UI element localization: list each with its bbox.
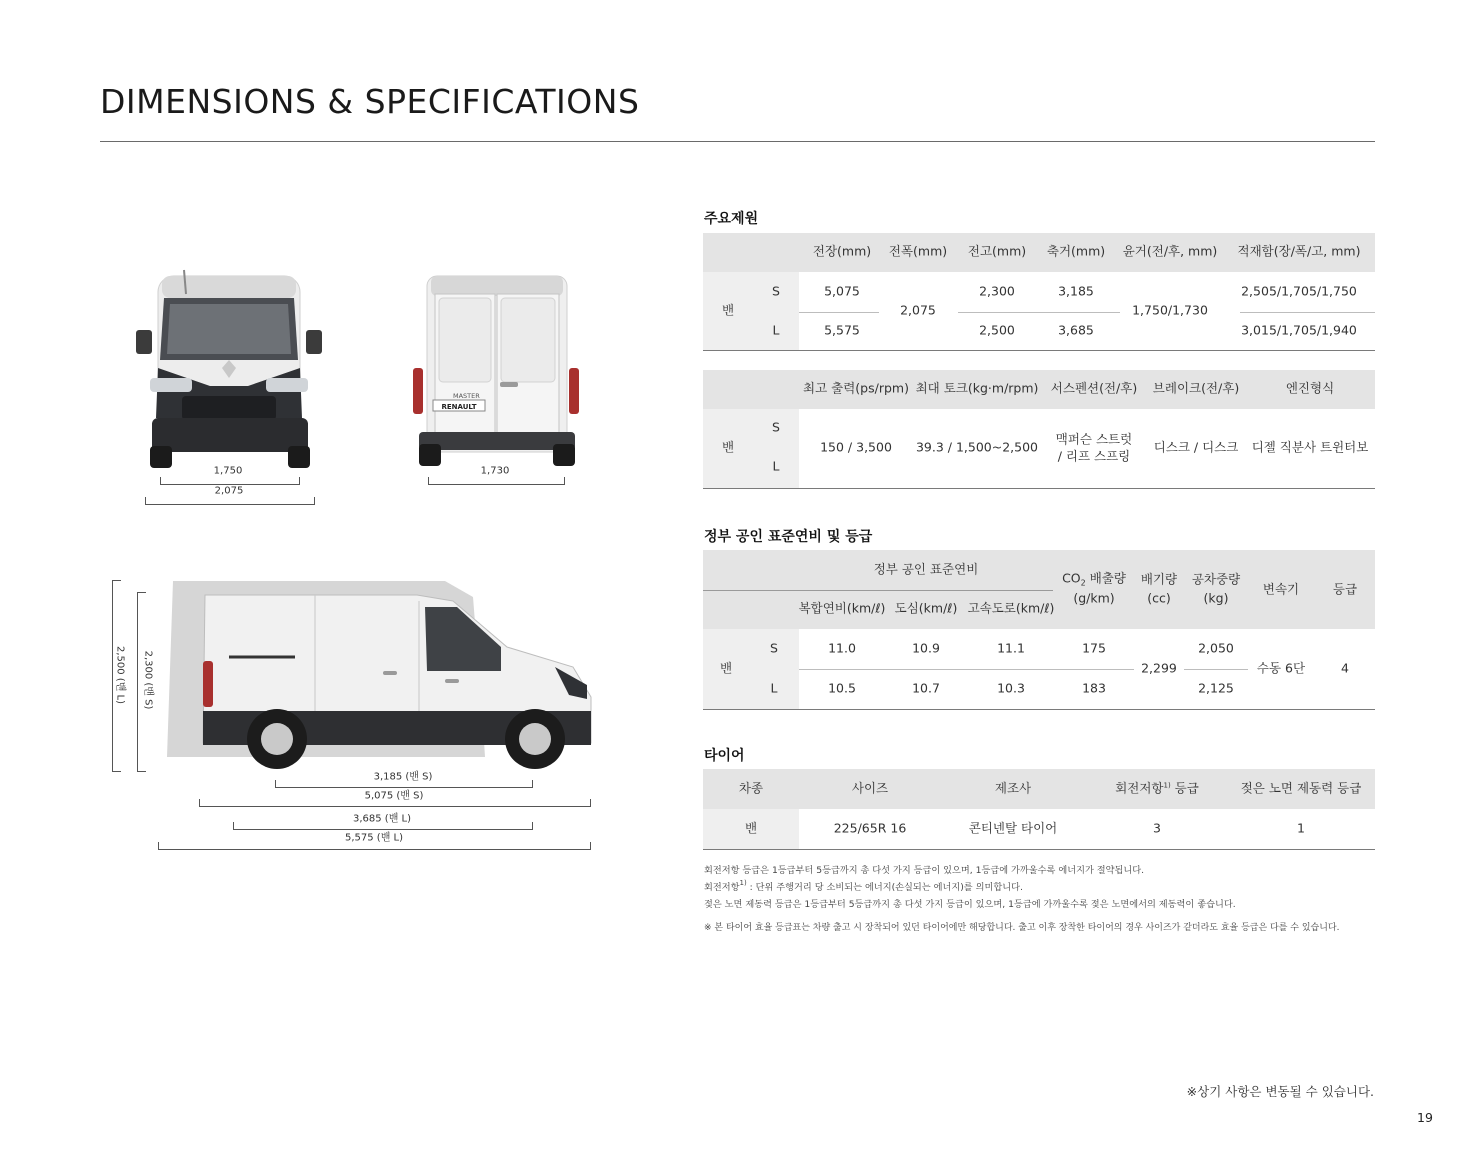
van-front-view	[130, 268, 330, 478]
col-manufacturer: 제조사	[994, 780, 1032, 796]
power-value: 150 / 3,500	[820, 439, 892, 455]
col-suspension: 서스펜션(전/후)	[1050, 380, 1138, 396]
brake-value: 디스크 / 디스크	[1153, 439, 1239, 455]
height-l-label: 2,500 (밴 L)	[114, 645, 126, 705]
tire-section-title: 타이어	[704, 748, 745, 764]
row-group-van: 밴	[719, 660, 733, 676]
grade-shared: 4	[1341, 660, 1349, 676]
page-number: 19	[1417, 1110, 1433, 1125]
variant-l: L	[770, 680, 778, 696]
variant-s: S	[772, 283, 780, 299]
suspension-value-rear: / 리프 스프링	[1057, 448, 1131, 464]
tire-wet-grade: 1	[1297, 820, 1305, 836]
length-l-dimension	[158, 842, 591, 850]
col-brake: 브레이크(전/후)	[1152, 380, 1240, 396]
col-displacement-unit: (cc)	[1147, 590, 1171, 606]
weight-s: 2,050	[1198, 640, 1234, 656]
wheelbase-s-label: 3,185 (밴 S)	[373, 771, 433, 783]
tire-note-2: 회전저항$^{1)}$ : 단위 주행거리 당 소비되는 에너지(손실되는 에너지)를 의미합니다.	[704, 879, 1023, 893]
height-l: 2,500	[979, 322, 1015, 338]
col-grade: 등급	[1332, 581, 1358, 597]
van-rear-view	[405, 272, 585, 472]
fuel-section-title: 정부 공인 표준연비 및 등급	[704, 529, 873, 545]
combined-s: 11.0	[828, 640, 856, 656]
footer-note: ※상기 사항은 변동될 수 있습니다.	[1186, 1084, 1374, 1099]
length-l-label: 5,575 (밴 L)	[344, 832, 404, 844]
suspension-value-front: 맥퍼슨 스트럿	[1055, 431, 1133, 447]
width-shared: 2,075	[900, 302, 936, 318]
col-transmission: 변속기	[1262, 581, 1300, 597]
highway-s: 11.1	[997, 640, 1025, 656]
tire-manufacturer: 콘티넨탈 타이어	[968, 820, 1058, 836]
title-divider	[100, 141, 1375, 142]
col-width: 전폭(mm)	[888, 243, 948, 259]
fuel-group-header: 정부 공인 표준연비	[873, 561, 979, 577]
col-weight-unit: (kg)	[1203, 590, 1229, 606]
col-co2: $CO_2$ 배출량	[1062, 570, 1126, 588]
highway-l: 10.3	[997, 680, 1025, 696]
wheelbase-l: 3,685	[1058, 322, 1094, 338]
length-s: 5,075	[824, 283, 860, 299]
col-rolling-resistance: 회전저항$^{1)}$ 등급	[1115, 780, 1199, 796]
svg-text:RENAULT: RENAULT	[441, 403, 477, 411]
height-s: 2,300	[979, 283, 1015, 299]
length-l: 5,575	[824, 322, 860, 338]
col-height: 전고(mm)	[967, 243, 1027, 259]
col-tire-size: 사이즈	[851, 780, 889, 796]
tire-note-4: ※ 본 타이어 효율 등급표는 차량 출고 시 장착되어 있던 타이어에만 해당합니다. 출고 이후 장착한 타이어의 경우 사이즈가 같더라도 효율 등급은 다를 수 있습니다.	[704, 923, 1340, 933]
col-wet-grip: 젖은 노면 제동력 등급	[1240, 780, 1362, 796]
displacement-shared: 2,299	[1141, 660, 1177, 676]
track-shared: 1,750/1,730	[1132, 302, 1208, 318]
variant-l: L	[772, 322, 780, 338]
col-power: 최고 출력(ps/rpm)	[803, 380, 909, 396]
col-track: 윤거(전/후, mm)	[1122, 243, 1218, 259]
co2-l: 183	[1082, 680, 1106, 696]
col-highway: 고속도로(km/ℓ)	[967, 600, 1055, 616]
page-title: DIMENSIONS & SPECIFICATIONS	[100, 82, 640, 121]
tire-size: 225/65R 16	[833, 820, 907, 836]
col-engine: 엔진형식	[1285, 380, 1335, 396]
rear-track-label: 1,730	[480, 465, 510, 477]
svg-text:MASTER: MASTER	[453, 392, 480, 400]
row-group-van: 밴	[721, 439, 735, 455]
col-torque: 최대 토크(kg·m/rpm)	[915, 380, 1039, 396]
city-s: 10.9	[912, 640, 940, 656]
wheelbase-s: 3,185	[1058, 283, 1094, 299]
col-co2-unit: (g/km)	[1073, 590, 1115, 606]
col-weight: 공차중량	[1191, 571, 1241, 587]
height-s-label: 2,300 (밴 S)	[142, 650, 154, 710]
city-l: 10.7	[912, 680, 940, 696]
length-s-label: 5,075 (밴 S)	[364, 790, 424, 802]
wheelbase-l-label: 3,685 (밴 L)	[352, 813, 412, 825]
tire-note-1: 회전저항 등급은 1등급부터 5등급까지 총 다섯 가지 등급이 있으며, 1등급에 가까울수록 에너지가 절약됩니다.	[704, 865, 1145, 876]
col-vehicle-type: 차종	[738, 780, 764, 796]
tire-rolling-grade: 3	[1153, 820, 1161, 836]
col-displacement: 배기량	[1140, 571, 1178, 587]
front-width-dimension	[145, 497, 315, 505]
co2-s: 175	[1082, 640, 1106, 656]
weight-l: 2,125	[1198, 680, 1234, 696]
row-group-van: 밴	[721, 302, 735, 318]
variant-l: L	[772, 458, 780, 474]
tire-note-3: 젖은 노면 제동력 등급은 1등급부터 5등급까지 총 다섯 가지 등급이 있으며, 1등급에 가까울수록 젖은 노면에서의 제동력이 좋습니다.	[704, 899, 1236, 910]
variant-s: S	[772, 419, 780, 435]
van-side-view	[155, 575, 595, 775]
front-track-dimension	[160, 477, 300, 485]
length-s-dimension	[199, 799, 591, 807]
col-length: 전장(mm)	[812, 243, 872, 259]
col-wheelbase: 축거(mm)	[1046, 243, 1106, 259]
front-track-label: 1,750	[213, 465, 243, 477]
combined-l: 10.5	[828, 680, 856, 696]
main-specs-title: 주요제원	[704, 211, 759, 227]
col-city: 도심(km/ℓ)	[894, 600, 958, 616]
transmission-shared: 수동 6단	[1256, 660, 1306, 676]
cargo-s: 2,505/1,705/1,750	[1241, 283, 1357, 299]
rear-track-dimension	[428, 477, 565, 485]
tire-vehicle: 밴	[744, 820, 758, 836]
cargo-l: 3,015/1,705/1,940	[1241, 322, 1357, 338]
col-cargo: 적재함(장/폭/고, mm)	[1237, 243, 1361, 259]
variant-s: S	[770, 640, 778, 656]
front-width-label: 2,075	[214, 485, 244, 497]
engine-value: 디젤 직분사 트윈터보	[1251, 439, 1369, 455]
col-combined: 복합연비(km/ℓ)	[798, 600, 886, 616]
torque-value: 39.3 / 1,500~2,500	[915, 439, 1039, 455]
